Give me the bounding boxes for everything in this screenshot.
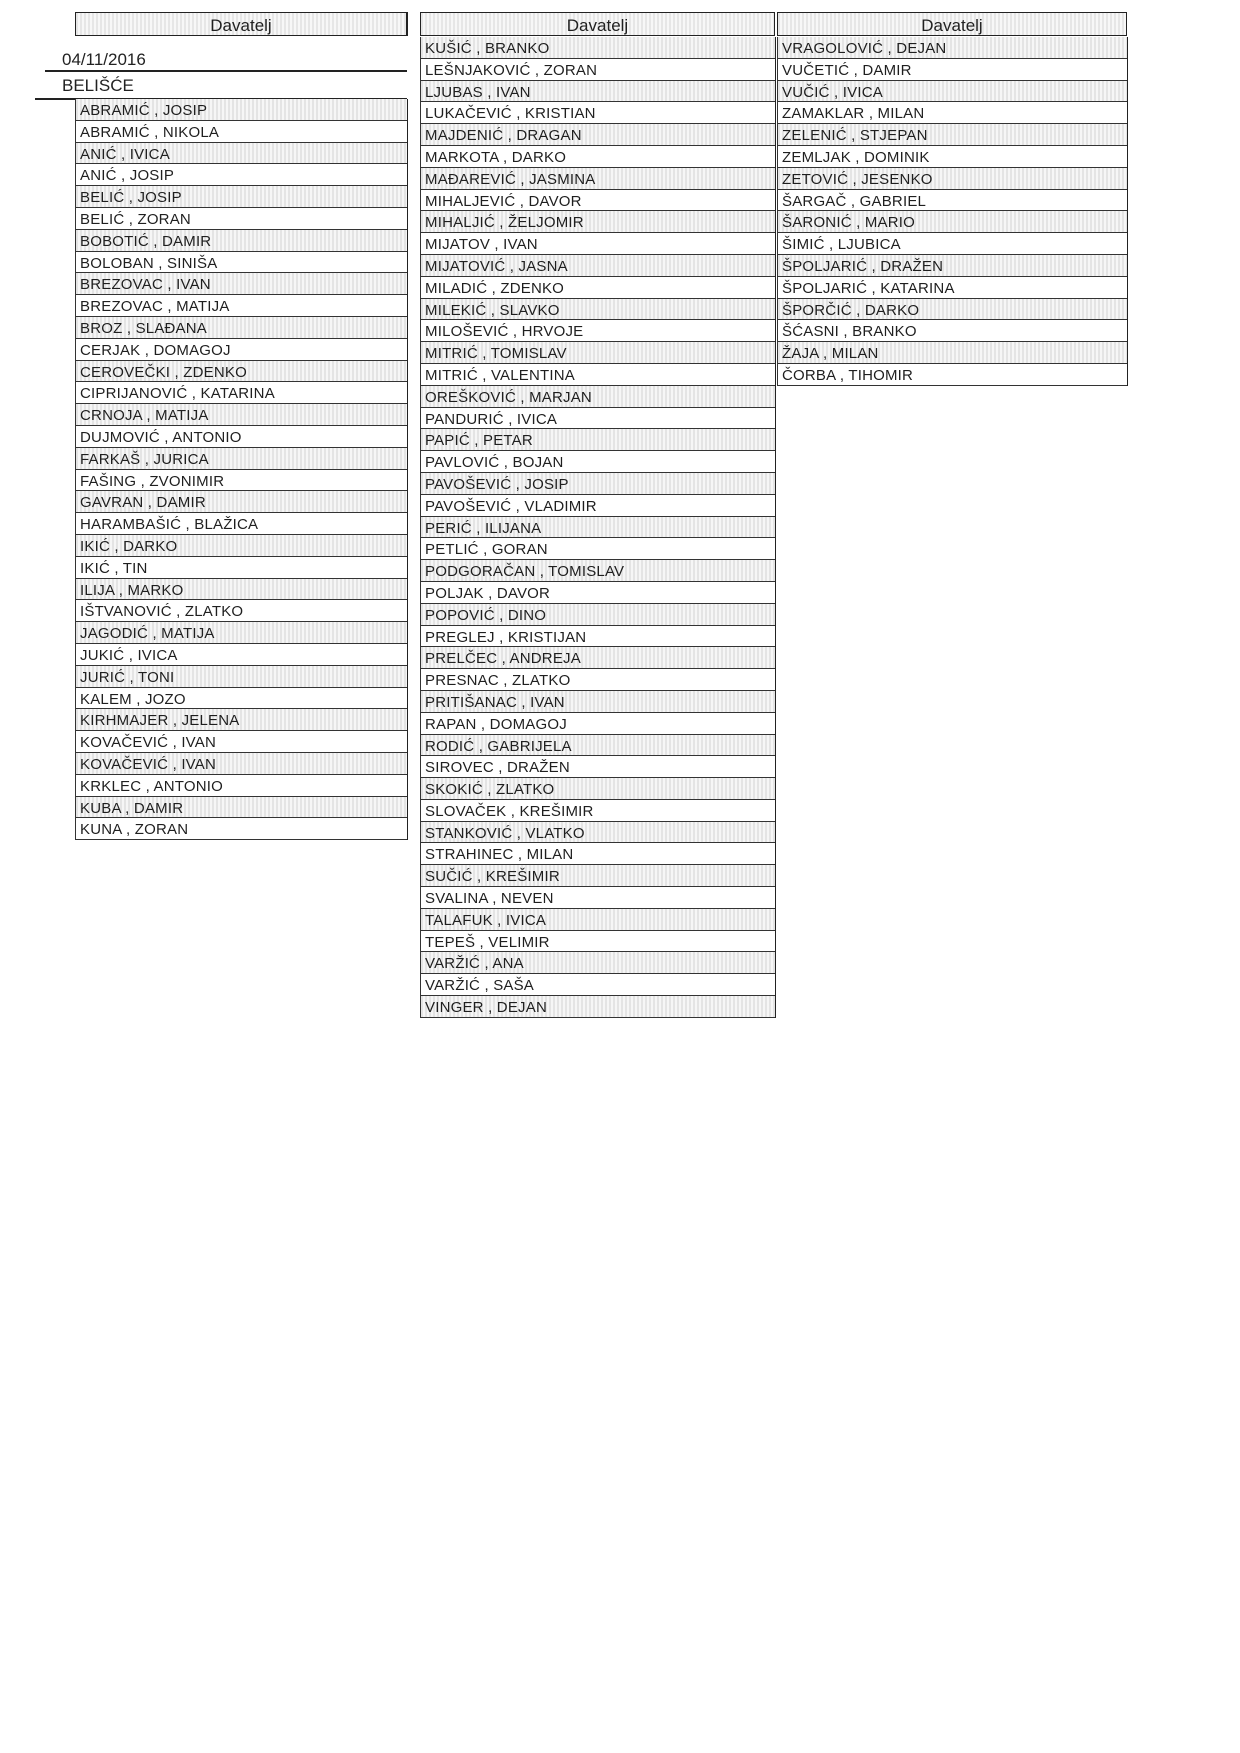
donor-row: ŠĆASNI , BRANKO: [777, 320, 1127, 342]
donor-row: GAVRAN , DAMIR: [75, 491, 407, 513]
donor-row: VINGER , DEJAN: [420, 996, 775, 1018]
divider: [45, 70, 407, 72]
donor-row: BOBOTIĆ , DAMIR: [75, 230, 407, 252]
donor-row: RODIĆ , GABRIJELA: [420, 735, 775, 757]
donor-row: ILIJA , MARKO: [75, 579, 407, 601]
donor-row: KOVAČEVIĆ , IVAN: [75, 731, 407, 753]
donor-row: JUKIĆ , IVICA: [75, 644, 407, 666]
donor-row: BELIĆ , JOSIP: [75, 186, 407, 208]
donor-row: MITRIĆ , TOMISLAV: [420, 342, 775, 364]
donor-row: KALEM , JOZO: [75, 688, 407, 710]
donor-row: PAVOŠEVIĆ , JOSIP: [420, 473, 775, 495]
donor-row: ŠARONIĆ , MARIO: [777, 211, 1127, 233]
donor-row: ANIĆ , JOSIP: [75, 164, 407, 186]
donor-row: CERJAK , DOMAGOJ: [75, 339, 407, 361]
donor-row: PERIĆ , ILIJANA: [420, 517, 775, 539]
donor-row: SKOKIĆ , ZLATKO: [420, 778, 775, 800]
donor-row: MILOŠEVIĆ , HRVOJE: [420, 320, 775, 342]
donor-row: ŠARGAČ , GABRIEL: [777, 190, 1127, 212]
donor-row: LEŠNJAKOVIĆ , ZORAN: [420, 59, 775, 81]
donor-row: PAPIĆ , PETAR: [420, 429, 775, 451]
donor-row: PRESNAC , ZLATKO: [420, 669, 775, 691]
donor-row: PRELČEC , ANDREJA: [420, 647, 775, 669]
donor-row: FAŠING , ZVONIMIR: [75, 470, 407, 492]
donor-row: PANDURIĆ , IVICA: [420, 408, 775, 430]
donor-row: BROZ , SLAĐANA: [75, 317, 407, 339]
donor-row: IŠTVANOVIĆ , ZLATKO: [75, 600, 407, 622]
donor-row: ŠPORČIĆ , DARKO: [777, 299, 1127, 321]
donor-row: PREGLEJ , KRISTIJAN: [420, 626, 775, 648]
donor-row: MIHALJEVIĆ , DAVOR: [420, 190, 775, 212]
donor-row: MILEKIĆ , SLAVKO: [420, 299, 775, 321]
donor-row: ZEMLJAK , DOMINIK: [777, 146, 1127, 168]
donor-row: BREZOVAC , MATIJA: [75, 295, 407, 317]
donor-row: PAVLOVIĆ , BOJAN: [420, 451, 775, 473]
donor-row: MARKOTA , DARKO: [420, 146, 775, 168]
donor-row: ŠPOLJARIĆ , DRAŽEN: [777, 255, 1127, 277]
donor-row: ABRAMIĆ , NIKOLA: [75, 121, 407, 143]
donor-row: VRAGOLOVIĆ , DEJAN: [777, 37, 1127, 59]
donor-row: DUJMOVIĆ , ANTONIO: [75, 426, 407, 448]
donor-row: KOVAČEVIĆ , IVAN: [75, 753, 407, 775]
donor-column-3: [777, 12, 1127, 36]
donor-row: MAĐAREVIĆ , JASMINA: [420, 168, 775, 190]
donor-row: PAVOŠEVIĆ , VLADIMIR: [420, 495, 775, 517]
donor-row: SUČIĆ , KREŠIMIR: [420, 865, 775, 887]
donor-row: POLJAK , DAVOR: [420, 582, 775, 604]
donor-column-1: [75, 12, 408, 36]
donor-row: LJUBAS , IVAN: [420, 81, 775, 103]
donor-row: IKIĆ , TIN: [75, 557, 407, 579]
donor-row: PETLIĆ , GORAN: [420, 538, 775, 560]
donor-row: TALAFUK , IVICA: [420, 909, 775, 931]
donor-row: CEROVEČKI , ZDENKO: [75, 361, 407, 383]
donor-row: MIJATOVIĆ , JASNA: [420, 255, 775, 277]
donor-row: STRAHINEC , MILAN: [420, 843, 775, 865]
donor-row: ŠPOLJARIĆ , KATARINA: [777, 277, 1127, 299]
donor-row: KUBA , DAMIR: [75, 797, 407, 819]
donor-row: VARŽIĆ , ANA: [420, 952, 775, 974]
donor-row: STANKOVIĆ , VLATKO: [420, 822, 775, 844]
donor-row: IKIĆ , DARKO: [75, 535, 407, 557]
donor-row: ANIĆ , IVICA: [75, 143, 407, 165]
donor-row: ČORBA , TIHOMIR: [777, 364, 1127, 386]
donor-row: PODGORAČAN , TOMISLAV: [420, 560, 775, 582]
column-header: Davatelj: [777, 12, 1127, 36]
donor-row: VARŽIĆ , SAŠA: [420, 974, 775, 996]
donor-row: RAPAN , DOMAGOJ: [420, 713, 775, 735]
donor-column-2: [420, 12, 775, 36]
donor-row: MAJDENIĆ , DRAGAN: [420, 124, 775, 146]
donor-row: JURIĆ , TONI: [75, 666, 407, 688]
donor-row: KIRHMAJER , JELENA: [75, 709, 407, 731]
donor-row: MIHALJIĆ , ŽELJOMIR: [420, 211, 775, 233]
location-label: BELIŠĆE: [62, 76, 134, 95]
donor-row: LUKAČEVIĆ , KRISTIAN: [420, 102, 775, 124]
donor-row: BELIĆ , ZORAN: [75, 208, 407, 230]
donor-row: HARAMBAŠIĆ , BLAŽICA: [75, 513, 407, 535]
donor-row: KUNA , ZORAN: [75, 818, 407, 840]
donor-row: CIPRIJANOVIĆ , KATARINA: [75, 382, 407, 404]
donor-row: VUČETIĆ , DAMIR: [777, 59, 1127, 81]
donor-row: VUČIĆ , IVICA: [777, 81, 1127, 103]
donor-row: SVALINA , NEVEN: [420, 887, 775, 909]
donor-row: CRNOJA , MATIJA: [75, 404, 407, 426]
column-header: Davatelj: [420, 12, 775, 36]
donor-row: OREŠKOVIĆ , MARJAN: [420, 386, 775, 408]
donor-row: ABRAMIĆ , JOSIP: [75, 99, 407, 121]
donor-row: PRITIŠANAC , IVAN: [420, 691, 775, 713]
column-header: Davatelj: [75, 12, 407, 36]
donor-row: ŽAJA , MILAN: [777, 342, 1127, 364]
donor-list-2: [420, 37, 776, 1018]
date-label: 04/11/2016: [62, 50, 146, 69]
donor-list-1: [75, 99, 408, 840]
donor-row: BOLOBAN , SINIŠA: [75, 252, 407, 274]
donor-row: POPOVIĆ , DINO: [420, 604, 775, 626]
donor-row: SIROVEC , DRAŽEN: [420, 756, 775, 778]
donor-row: KRKLEC , ANTONIO: [75, 775, 407, 797]
donor-row: BREZOVAC , IVAN: [75, 273, 407, 295]
donor-row: ŠIMIĆ , LJUBICA: [777, 233, 1127, 255]
donor-row: ZETOVIĆ , JESENKO: [777, 168, 1127, 190]
donor-row: KUŠIĆ , BRANKO: [420, 37, 775, 59]
donor-row: FARKAŠ , JURICA: [75, 448, 407, 470]
donor-row: ZELENIĆ , STJEPAN: [777, 124, 1127, 146]
donor-row: MITRIĆ , VALENTINA: [420, 364, 775, 386]
donor-row: MILADIĆ , ZDENKO: [420, 277, 775, 299]
donor-list-3: [777, 37, 1128, 386]
donor-row: TEPEŠ , VELIMIR: [420, 931, 775, 953]
donor-row: ZAMAKLAR , MILAN: [777, 102, 1127, 124]
donor-row: JAGODIĆ , MATIJA: [75, 622, 407, 644]
donor-row: SLOVAČEK , KREŠIMIR: [420, 800, 775, 822]
donor-row: MIJATOV , IVAN: [420, 233, 775, 255]
